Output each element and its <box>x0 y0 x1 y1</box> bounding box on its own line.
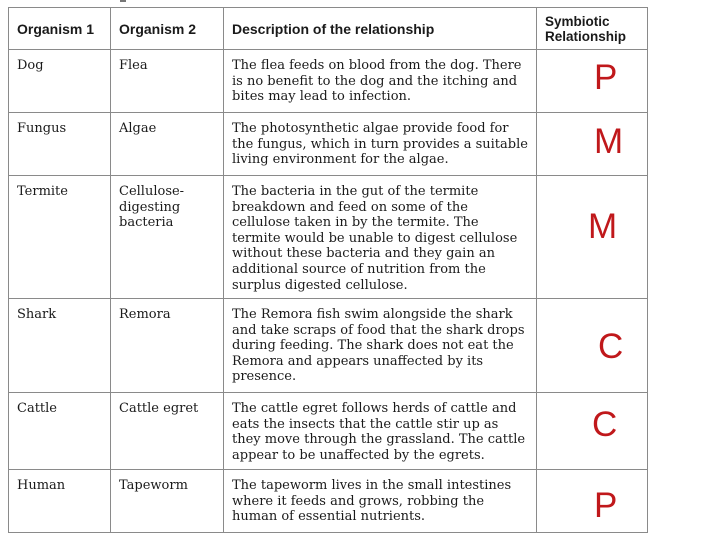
handwritten-answer: M <box>588 207 619 246</box>
table-row-shark-remora <box>9 299 648 393</box>
description-cell: The photosynthetic algae provide food for the fungus, which in turn provides a suitable living environment for the algae. <box>224 113 537 176</box>
header-organism-2: Organism 2 <box>111 8 224 50</box>
table-row-dog-flea <box>9 50 648 113</box>
handwritten-answer: C <box>592 405 619 444</box>
organism-2-cell: Algae <box>111 113 224 176</box>
description-cell: The cattle egret follows herds of cattle and eats the insects that the cattle stir up as they move through the grassland. The cattle appear to be unaffected by the egrets. <box>224 393 537 470</box>
organism-1-cell: Cattle <box>9 393 111 470</box>
organism-1-cell: Shark <box>9 299 111 393</box>
organism-2-cell: Cellulose-digesting bacteria <box>111 176 224 299</box>
organism-2-cell: Remora <box>111 299 224 393</box>
symbiosis-table <box>8 7 648 533</box>
table-row-human-tapeworm <box>9 470 648 533</box>
handwritten-answer: P <box>594 58 619 97</box>
description-cell: The flea feeds on blood from the dog. There is no benefit to the dog and the itching and bites may lead to infection. <box>224 50 537 113</box>
organism-2-cell: Flea <box>111 50 224 113</box>
organism-1-cell: Termite <box>9 176 111 299</box>
relationship-cell[interactable] <box>537 299 648 393</box>
table-row-termite-bacteria <box>9 176 648 299</box>
relationship-cell[interactable] <box>537 393 648 470</box>
scan-mark <box>120 0 126 2</box>
organism-1-cell: Dog <box>9 50 111 113</box>
organism-1-cell: Fungus <box>9 113 111 176</box>
table-row-cattle-egret <box>9 393 648 470</box>
table-row-fungus-algae <box>9 113 648 176</box>
organism-1-cell: Human <box>9 470 111 533</box>
organism-2-cell: Tapeworm <box>111 470 224 533</box>
handwritten-answer: P <box>594 486 619 525</box>
description-cell: The tapeworm lives in the small intestines where it feeds and grows, robbing the human of essential nutrients. <box>224 470 537 533</box>
header-row <box>9 8 648 50</box>
header-description: Description of the relationship <box>224 8 537 50</box>
description-cell: The bacteria in the gut of the termite breakdown and feed on some of the cellulose taken in by the termite. The termite would be unable to digest cellulose without these bacteria and they gain an additional source of nutrition from the surplus digested cellulose. <box>224 176 537 299</box>
handwritten-answer: M <box>594 122 625 161</box>
header-organism-1: Organism 1 <box>9 8 111 50</box>
relationship-cell[interactable] <box>537 113 648 176</box>
relationship-cell[interactable] <box>537 470 648 533</box>
handwritten-answer: C <box>598 327 625 366</box>
relationship-cell[interactable] <box>537 176 648 299</box>
description-cell: The Remora fish swim alongside the shark and take scraps of food that the shark drops during feeding. The shark does not eat the Remora and appears unaffected by its presence. <box>224 299 537 393</box>
header-symbiotic-relationship: Symbiotic Relationship <box>537 8 648 50</box>
organism-2-cell: Cattle egret <box>111 393 224 470</box>
relationship-cell[interactable] <box>537 50 648 113</box>
